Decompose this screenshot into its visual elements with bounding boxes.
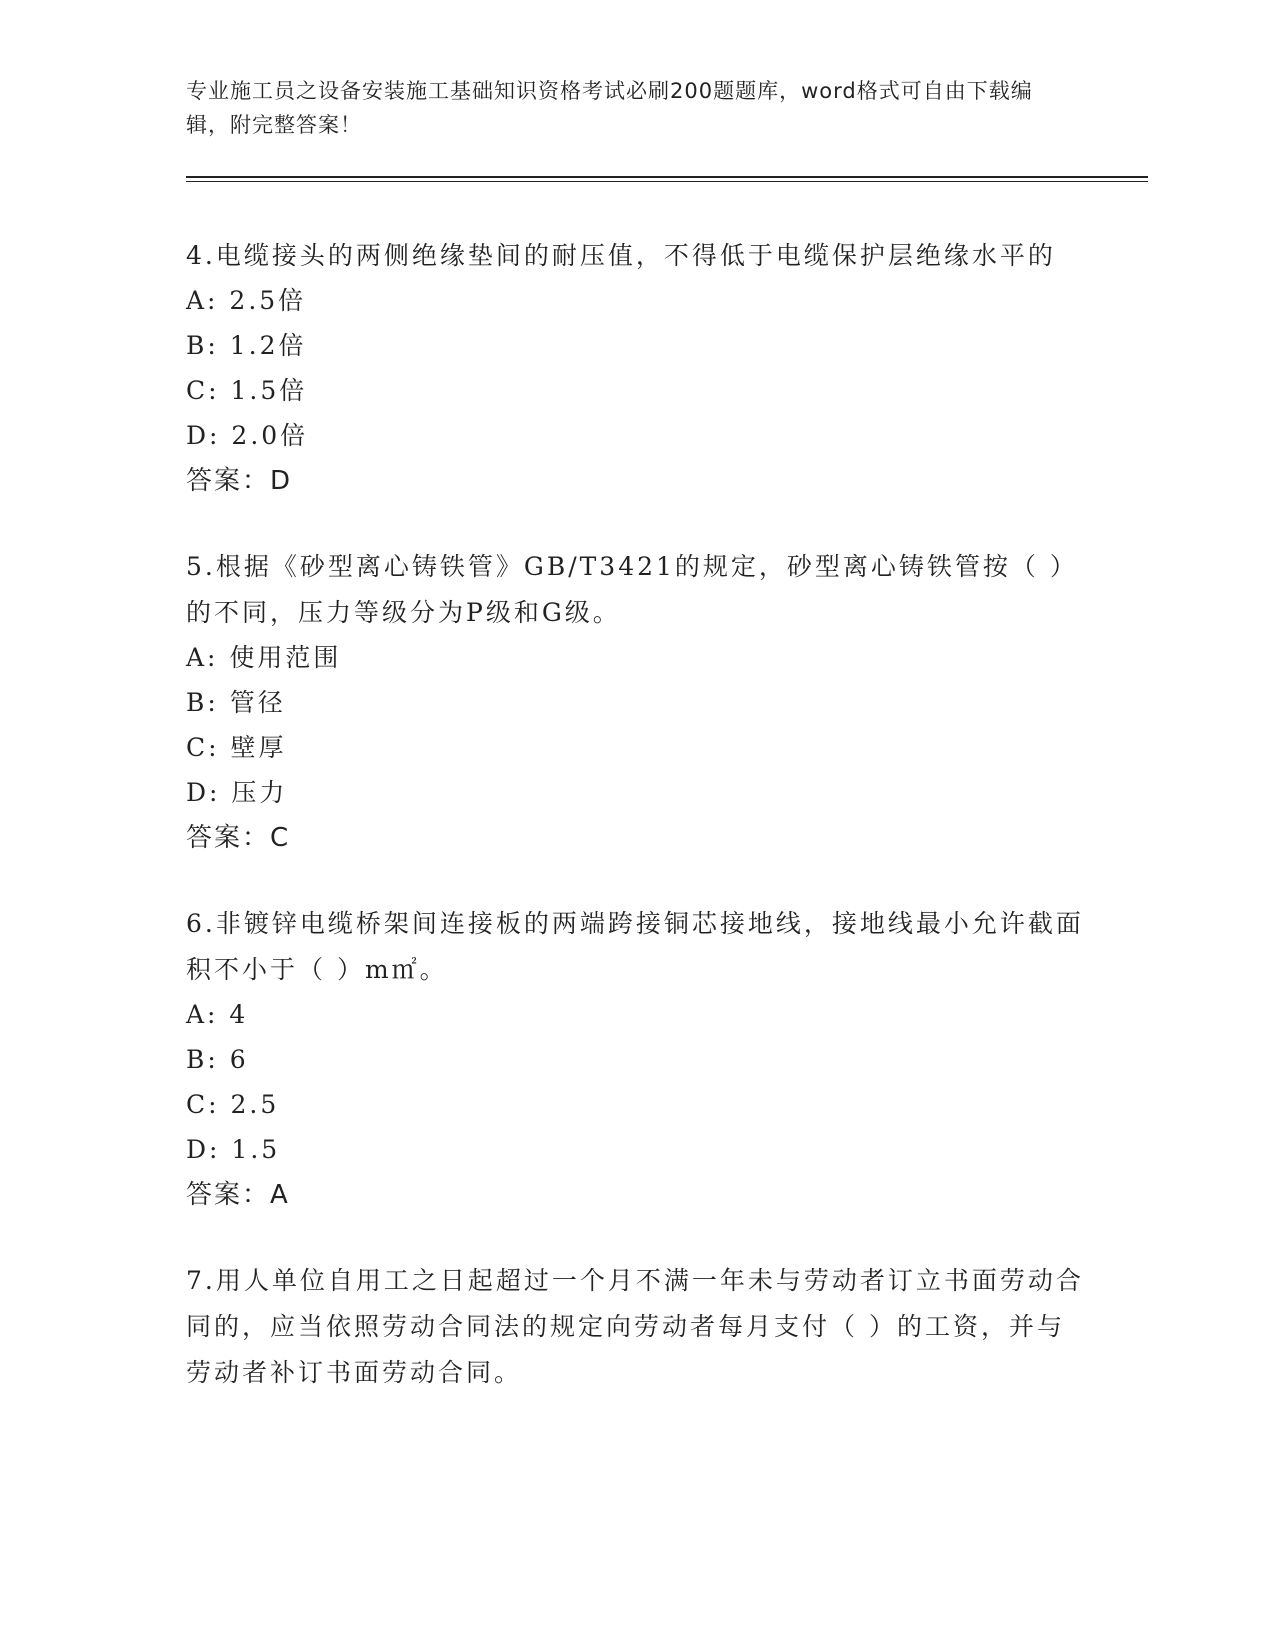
option-a: A: 使用范围: [186, 643, 342, 672]
answer: 答案：A: [186, 1180, 290, 1210]
option-b: B: 管径: [186, 688, 286, 717]
option-b: B: 1.2倍: [186, 331, 307, 360]
option-b: B: 6: [186, 1045, 249, 1074]
option-c: C: 2.5: [186, 1090, 280, 1119]
question-5: [186, 544, 1086, 861]
answer: 答案：C: [186, 823, 291, 853]
option-a: A: 4: [186, 1000, 249, 1029]
option-c: C: 1.5倍: [186, 376, 308, 405]
question-list: [186, 233, 1086, 1435]
header-divider-thin: [186, 181, 1148, 182]
option-a: A: 2.5倍: [186, 286, 307, 315]
answer: 答案：D: [186, 466, 293, 496]
option-d: D: 2.0倍: [186, 421, 309, 450]
question-6: [186, 901, 1086, 1218]
option-d: D: 压力: [186, 778, 288, 807]
question-stem: 6.非镀锌电缆桥架间连接板的两端跨接铜芯接地线，接地线最小允许截面积不小于（ ）m㎡。: [186, 909, 1084, 984]
question-7: [186, 1258, 1086, 1396]
option-d: D: 1.5: [186, 1135, 281, 1164]
question-stem: 4.电缆接头的两侧绝缘垫间的耐压值，不得低于电缆保护层绝缘水平的: [186, 241, 1056, 270]
header-divider-thick: [186, 176, 1148, 178]
question-stem: 5.根据《砂型离心铸铁管》GB/T3421的规定，砂型离心铸铁管按（ ）的不同，压力等级分为P级和G级。: [186, 552, 1078, 627]
question-stem: 7.用人单位自用工之日起超过一个月不满一年未与劳动者订立书面劳动合同的，应当依照劳动合同法的规定向劳动者每月支付（ ）的工资，并与劳动者补订书面劳动合同。: [186, 1266, 1084, 1387]
document-header: 专业施工员之设备安装施工基础知识资格考试必刷200题题库，word格式可自由下载编辑，附完整答案！: [186, 79, 1033, 137]
question-4: [186, 233, 1086, 504]
option-c: C: 壁厚: [186, 733, 287, 762]
